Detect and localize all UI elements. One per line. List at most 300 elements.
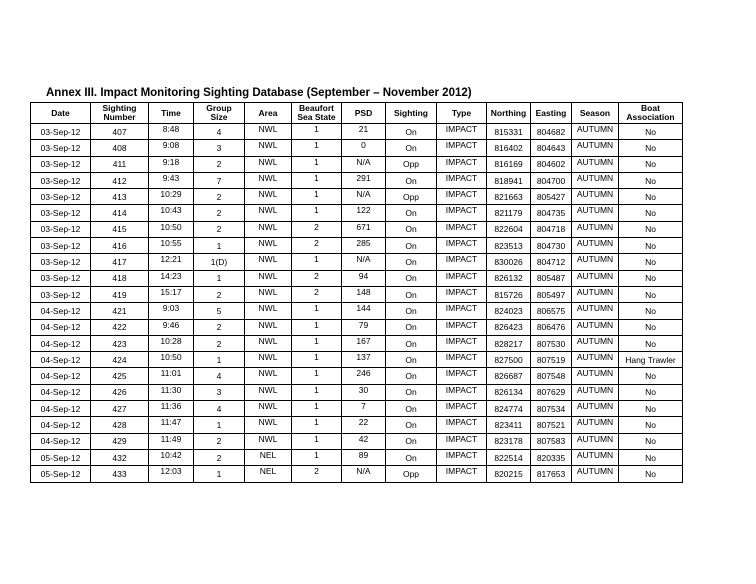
cell-sighting: On xyxy=(386,140,437,156)
cell-area: NWL xyxy=(245,172,292,188)
cell-boat-association: No xyxy=(619,368,683,384)
cell-type: IMPACT xyxy=(437,270,487,286)
cell-boat-association: No xyxy=(619,140,683,156)
cell-type: IMPACT xyxy=(437,335,487,351)
cell-psd: 0 xyxy=(342,140,386,156)
cell-northing: 826134 xyxy=(487,384,531,400)
cell-easting: 820335 xyxy=(531,449,572,465)
cell-psd: 30 xyxy=(342,384,386,400)
cell-season: AUTUMN xyxy=(572,401,619,417)
cell-psd: N/A xyxy=(342,156,386,172)
header-label-line1: PSD xyxy=(354,107,373,118)
cell-season: AUTUMN xyxy=(572,156,619,172)
cell-beaufort-sea-state: 1 xyxy=(292,384,342,400)
table-row xyxy=(31,124,683,140)
cell-northing: 823513 xyxy=(487,238,531,254)
cell-beaufort-sea-state: 1 xyxy=(292,140,342,156)
cell-type: IMPACT xyxy=(437,238,487,254)
cell-boat-association: No xyxy=(619,286,683,302)
cell-season: AUTUMN xyxy=(572,238,619,254)
cell-psd: 246 xyxy=(342,368,386,384)
header-label-line1: Sighting xyxy=(394,107,428,118)
table-row xyxy=(31,238,683,254)
cell-season: AUTUMN xyxy=(572,286,619,302)
cell-psd: 167 xyxy=(342,335,386,351)
cell-psd: 285 xyxy=(342,238,386,254)
cell-boat-association: No xyxy=(619,238,683,254)
cell-type: IMPACT xyxy=(437,319,487,335)
cell-type: IMPACT xyxy=(437,254,487,270)
cell-area: NWL xyxy=(245,270,292,286)
cell-boat-association: No xyxy=(619,156,683,172)
cell-area: NWL xyxy=(245,401,292,417)
cell-northing: 826423 xyxy=(487,319,531,335)
cell-boat-association: No xyxy=(619,189,683,205)
cell-area: NWL xyxy=(245,433,292,449)
cell-area: NWL xyxy=(245,205,292,221)
cell-time: 11:36 xyxy=(149,401,194,417)
cell-area: NWL xyxy=(245,384,292,400)
cell-type: IMPACT xyxy=(437,172,487,188)
cell-beaufort-sea-state: 2 xyxy=(292,221,342,237)
cell-area: NEL xyxy=(245,449,292,465)
cell-time: 10:28 xyxy=(149,335,194,351)
cell-date: 05-Sep-12 xyxy=(31,466,91,482)
cell-sighting-number: 414 xyxy=(91,205,149,221)
cell-area: NWL xyxy=(245,417,292,433)
cell-group-size: 1 xyxy=(194,466,245,482)
cell-boat-association: No xyxy=(619,433,683,449)
cell-sighting: On xyxy=(386,238,437,254)
cell-easting: 805427 xyxy=(531,189,572,205)
header-label-line1: Type xyxy=(451,107,472,118)
cell-easting: 804735 xyxy=(531,205,572,221)
cell-sighting: On xyxy=(386,384,437,400)
cell-easting: 805487 xyxy=(531,270,572,286)
cell-area: NWL xyxy=(245,140,292,156)
cell-boat-association: No xyxy=(619,319,683,335)
header-beaufort-sea-state xyxy=(292,103,342,124)
cell-group-size: 2 xyxy=(194,319,245,335)
cell-sighting: On xyxy=(386,286,437,302)
cell-sighting-number: 432 xyxy=(91,449,149,465)
cell-area: NWL xyxy=(245,189,292,205)
cell-sighting: Opp xyxy=(386,156,437,172)
table-row xyxy=(31,449,683,465)
cell-northing: 824774 xyxy=(487,401,531,417)
header-season xyxy=(572,103,619,124)
cell-area: NWL xyxy=(245,303,292,319)
cell-season: AUTUMN xyxy=(572,449,619,465)
cell-group-size: 1 xyxy=(194,270,245,286)
cell-psd: 79 xyxy=(342,319,386,335)
cell-boat-association: No xyxy=(619,401,683,417)
cell-time: 10:42 xyxy=(149,449,194,465)
cell-group-size: 2 xyxy=(194,449,245,465)
cell-group-size: 1(D) xyxy=(194,254,245,270)
cell-time: 10:50 xyxy=(149,352,194,368)
cell-beaufort-sea-state: 1 xyxy=(292,303,342,319)
cell-sighting-number: 423 xyxy=(91,335,149,351)
table-row xyxy=(31,286,683,302)
cell-time: 11:01 xyxy=(149,368,194,384)
cell-type: IMPACT xyxy=(437,156,487,172)
cell-date: 04-Sep-12 xyxy=(31,433,91,449)
cell-season: AUTUMN xyxy=(572,172,619,188)
cell-sighting: On xyxy=(386,172,437,188)
cell-easting: 804700 xyxy=(531,172,572,188)
cell-season: AUTUMN xyxy=(572,189,619,205)
cell-easting: 804643 xyxy=(531,140,572,156)
cell-type: IMPACT xyxy=(437,384,487,400)
cell-northing: 826687 xyxy=(487,368,531,384)
cell-northing: 822604 xyxy=(487,221,531,237)
cell-northing: 821179 xyxy=(487,205,531,221)
cell-season: AUTUMN xyxy=(572,140,619,156)
cell-psd: 94 xyxy=(342,270,386,286)
table-row xyxy=(31,352,683,368)
header-easting xyxy=(531,103,572,124)
cell-time: 9:46 xyxy=(149,319,194,335)
cell-date: 03-Sep-12 xyxy=(31,238,91,254)
cell-date: 04-Sep-12 xyxy=(31,335,91,351)
cell-group-size: 2 xyxy=(194,433,245,449)
cell-sighting: On xyxy=(386,433,437,449)
cell-area: NWL xyxy=(245,238,292,254)
header-label-line2: Size xyxy=(210,112,228,122)
cell-type: IMPACT xyxy=(437,205,487,221)
cell-boat-association: No xyxy=(619,335,683,351)
cell-boat-association: No xyxy=(619,172,683,188)
cell-northing: 830026 xyxy=(487,254,531,270)
table-row xyxy=(31,401,683,417)
cell-season: AUTUMN xyxy=(572,221,619,237)
cell-area: NWL xyxy=(245,156,292,172)
cell-beaufort-sea-state: 1 xyxy=(292,172,342,188)
cell-sighting-number: 428 xyxy=(91,417,149,433)
cell-season: AUTUMN xyxy=(572,335,619,351)
cell-northing: 827500 xyxy=(487,352,531,368)
table-row xyxy=(31,156,683,172)
cell-sighting: On xyxy=(386,254,437,270)
cell-group-size: 4 xyxy=(194,401,245,417)
cell-sighting: On xyxy=(386,270,437,286)
header-label-line2: Association xyxy=(626,112,675,122)
cell-season: AUTUMN xyxy=(572,270,619,286)
cell-boat-association: Hang Trawler xyxy=(619,352,683,368)
cell-northing: 823178 xyxy=(487,433,531,449)
header-label-line1: Area xyxy=(258,107,278,118)
cell-date: 04-Sep-12 xyxy=(31,352,91,368)
cell-time: 12:03 xyxy=(149,466,194,482)
cell-date: 03-Sep-12 xyxy=(31,286,91,302)
cell-area: NWL xyxy=(245,352,292,368)
cell-beaufort-sea-state: 1 xyxy=(292,417,342,433)
table-row xyxy=(31,319,683,335)
cell-easting: 804602 xyxy=(531,156,572,172)
cell-easting: 807629 xyxy=(531,384,572,400)
cell-type: IMPACT xyxy=(437,433,487,449)
header-label-line1: Season xyxy=(579,107,611,118)
header-label-line1: Beaufort xyxy=(299,103,334,113)
header-sighting-number xyxy=(91,103,149,124)
cell-date: 03-Sep-12 xyxy=(31,270,91,286)
cell-northing: 820215 xyxy=(487,466,531,482)
cell-boat-association: No xyxy=(619,221,683,237)
cell-group-size: 2 xyxy=(194,189,245,205)
cell-date: 04-Sep-12 xyxy=(31,368,91,384)
cell-type: IMPACT xyxy=(437,140,487,156)
cell-season: AUTUMN xyxy=(572,384,619,400)
cell-sighting-number: 418 xyxy=(91,270,149,286)
cell-psd: 7 xyxy=(342,401,386,417)
cell-group-size: 4 xyxy=(194,368,245,384)
header-label-line1: Group xyxy=(206,103,232,113)
table-row xyxy=(31,140,683,156)
cell-sighting: On xyxy=(386,319,437,335)
cell-beaufort-sea-state: 1 xyxy=(292,156,342,172)
cell-group-size: 7 xyxy=(194,172,245,188)
cell-date: 03-Sep-12 xyxy=(31,189,91,205)
cell-type: IMPACT xyxy=(437,124,487,140)
cell-northing: 823411 xyxy=(487,417,531,433)
cell-easting: 807548 xyxy=(531,368,572,384)
cell-time: 9:03 xyxy=(149,303,194,319)
cell-beaufort-sea-state: 1 xyxy=(292,124,342,140)
cell-sighting-number: 416 xyxy=(91,238,149,254)
cell-easting: 804682 xyxy=(531,124,572,140)
cell-sighting-number: 422 xyxy=(91,319,149,335)
cell-sighting-number: 407 xyxy=(91,124,149,140)
header-row xyxy=(31,103,683,124)
cell-sighting-number: 421 xyxy=(91,303,149,319)
cell-group-size: 5 xyxy=(194,303,245,319)
cell-time: 10:29 xyxy=(149,189,194,205)
cell-boat-association: No xyxy=(619,449,683,465)
cell-group-size: 1 xyxy=(194,352,245,368)
cell-season: AUTUMN xyxy=(572,303,619,319)
cell-sighting: On xyxy=(386,417,437,433)
cell-area: NWL xyxy=(245,368,292,384)
table-row xyxy=(31,384,683,400)
table-body xyxy=(31,124,683,483)
cell-date: 04-Sep-12 xyxy=(31,303,91,319)
cell-boat-association: No xyxy=(619,303,683,319)
cell-easting: 817653 xyxy=(531,466,572,482)
cell-time: 11:30 xyxy=(149,384,194,400)
header-label-line1: Boat xyxy=(641,103,660,113)
cell-easting: 805497 xyxy=(531,286,572,302)
cell-boat-association: No xyxy=(619,254,683,270)
cell-group-size: 2 xyxy=(194,205,245,221)
cell-type: IMPACT xyxy=(437,352,487,368)
sighting-table xyxy=(30,102,683,483)
cell-sighting: Opp xyxy=(386,466,437,482)
cell-season: AUTUMN xyxy=(572,205,619,221)
cell-time: 12:21 xyxy=(149,254,194,270)
cell-sighting: On xyxy=(386,205,437,221)
cell-beaufort-sea-state: 1 xyxy=(292,433,342,449)
cell-time: 11:49 xyxy=(149,433,194,449)
cell-time: 9:08 xyxy=(149,140,194,156)
cell-group-size: 2 xyxy=(194,286,245,302)
header-northing xyxy=(487,103,531,124)
cell-northing: 816169 xyxy=(487,156,531,172)
cell-sighting-number: 417 xyxy=(91,254,149,270)
table-row xyxy=(31,254,683,270)
cell-easting: 807534 xyxy=(531,401,572,417)
cell-beaufort-sea-state: 1 xyxy=(292,368,342,384)
header-psd xyxy=(342,103,386,124)
cell-psd: 671 xyxy=(342,221,386,237)
cell-type: IMPACT xyxy=(437,466,487,482)
cell-sighting: On xyxy=(386,352,437,368)
cell-sighting: On xyxy=(386,303,437,319)
cell-group-size: 4 xyxy=(194,124,245,140)
cell-time: 9:43 xyxy=(149,172,194,188)
cell-boat-association: No xyxy=(619,124,683,140)
cell-sighting: On xyxy=(386,401,437,417)
cell-psd: 89 xyxy=(342,449,386,465)
cell-beaufort-sea-state: 1 xyxy=(292,319,342,335)
cell-sighting-number: 425 xyxy=(91,368,149,384)
cell-boat-association: No xyxy=(619,417,683,433)
table-row xyxy=(31,303,683,319)
cell-type: IMPACT xyxy=(437,449,487,465)
cell-sighting-number: 411 xyxy=(91,156,149,172)
header-type xyxy=(437,103,487,124)
cell-season: AUTUMN xyxy=(572,352,619,368)
cell-beaufort-sea-state: 1 xyxy=(292,352,342,368)
cell-sighting: On xyxy=(386,368,437,384)
cell-date: 03-Sep-12 xyxy=(31,156,91,172)
cell-beaufort-sea-state: 1 xyxy=(292,189,342,205)
cell-boat-association: No xyxy=(619,270,683,286)
cell-season: AUTUMN xyxy=(572,466,619,482)
cell-group-size: 2 xyxy=(194,335,245,351)
cell-psd: N/A xyxy=(342,254,386,270)
cell-northing: 815331 xyxy=(487,124,531,140)
table-row xyxy=(31,335,683,351)
cell-northing: 821663 xyxy=(487,189,531,205)
cell-area: NWL xyxy=(245,286,292,302)
cell-northing: 816402 xyxy=(487,140,531,156)
header-area xyxy=(245,103,292,124)
cell-sighting: On xyxy=(386,335,437,351)
cell-northing: 826132 xyxy=(487,270,531,286)
cell-northing: 822514 xyxy=(487,449,531,465)
cell-group-size: 3 xyxy=(194,384,245,400)
cell-group-size: 3 xyxy=(194,140,245,156)
cell-psd: 21 xyxy=(342,124,386,140)
cell-easting: 807519 xyxy=(531,352,572,368)
cell-beaufort-sea-state: 2 xyxy=(292,286,342,302)
table-row xyxy=(31,221,683,237)
cell-northing: 828217 xyxy=(487,335,531,351)
cell-date: 03-Sep-12 xyxy=(31,124,91,140)
cell-type: IMPACT xyxy=(437,286,487,302)
cell-beaufort-sea-state: 2 xyxy=(292,238,342,254)
cell-group-size: 1 xyxy=(194,417,245,433)
table-row xyxy=(31,433,683,449)
cell-sighting-number: 419 xyxy=(91,286,149,302)
cell-psd: N/A xyxy=(342,189,386,205)
cell-psd: 22 xyxy=(342,417,386,433)
cell-psd: 144 xyxy=(342,303,386,319)
cell-date: 04-Sep-12 xyxy=(31,384,91,400)
cell-easting: 804730 xyxy=(531,238,572,254)
cell-date: 03-Sep-12 xyxy=(31,140,91,156)
cell-sighting-number: 433 xyxy=(91,466,149,482)
cell-sighting: On xyxy=(386,449,437,465)
cell-date: 05-Sep-12 xyxy=(31,449,91,465)
cell-area: NWL xyxy=(245,254,292,270)
cell-sighting-number: 413 xyxy=(91,189,149,205)
cell-season: AUTUMN xyxy=(572,254,619,270)
table-row xyxy=(31,466,683,482)
cell-easting: 807583 xyxy=(531,433,572,449)
table-row xyxy=(31,270,683,286)
cell-sighting: On xyxy=(386,221,437,237)
cell-easting: 804712 xyxy=(531,254,572,270)
header-sighting xyxy=(386,103,437,124)
cell-sighting: On xyxy=(386,124,437,140)
cell-area: NWL xyxy=(245,319,292,335)
cell-area: NWL xyxy=(245,221,292,237)
header-label-line1: Northing xyxy=(490,107,527,118)
cell-beaufort-sea-state: 2 xyxy=(292,270,342,286)
cell-date: 03-Sep-12 xyxy=(31,172,91,188)
cell-sighting-number: 426 xyxy=(91,384,149,400)
cell-beaufort-sea-state: 1 xyxy=(292,401,342,417)
header-date xyxy=(31,103,91,124)
cell-psd: 291 xyxy=(342,172,386,188)
cell-northing: 818941 xyxy=(487,172,531,188)
cell-type: IMPACT xyxy=(437,189,487,205)
cell-time: 9:18 xyxy=(149,156,194,172)
cell-beaufort-sea-state: 1 xyxy=(292,254,342,270)
cell-season: AUTUMN xyxy=(572,368,619,384)
table-row xyxy=(31,205,683,221)
cell-sighting-number: 412 xyxy=(91,172,149,188)
cell-easting: 806575 xyxy=(531,303,572,319)
header-label-line1: Date xyxy=(51,107,70,118)
cell-psd: 122 xyxy=(342,205,386,221)
cell-area: NEL xyxy=(245,466,292,482)
cell-sighting: Opp xyxy=(386,189,437,205)
cell-date: 04-Sep-12 xyxy=(31,401,91,417)
cell-date: 03-Sep-12 xyxy=(31,205,91,221)
cell-psd: 137 xyxy=(342,352,386,368)
cell-easting: 807521 xyxy=(531,417,572,433)
cell-psd: 148 xyxy=(342,286,386,302)
cell-time: 15:17 xyxy=(149,286,194,302)
cell-group-size: 2 xyxy=(194,156,245,172)
cell-sighting-number: 427 xyxy=(91,401,149,417)
cell-beaufort-sea-state: 1 xyxy=(292,205,342,221)
cell-date: 03-Sep-12 xyxy=(31,254,91,270)
cell-area: NWL xyxy=(245,124,292,140)
header-label-line1: Sighting xyxy=(102,103,137,113)
header-label-line2: Number xyxy=(103,112,136,122)
cell-area: NWL xyxy=(245,335,292,351)
cell-time: 8:48 xyxy=(149,124,194,140)
cell-type: IMPACT xyxy=(437,368,487,384)
cell-type: IMPACT xyxy=(437,401,487,417)
cell-type: IMPACT xyxy=(437,303,487,319)
cell-easting: 806476 xyxy=(531,319,572,335)
cell-type: IMPACT xyxy=(437,221,487,237)
